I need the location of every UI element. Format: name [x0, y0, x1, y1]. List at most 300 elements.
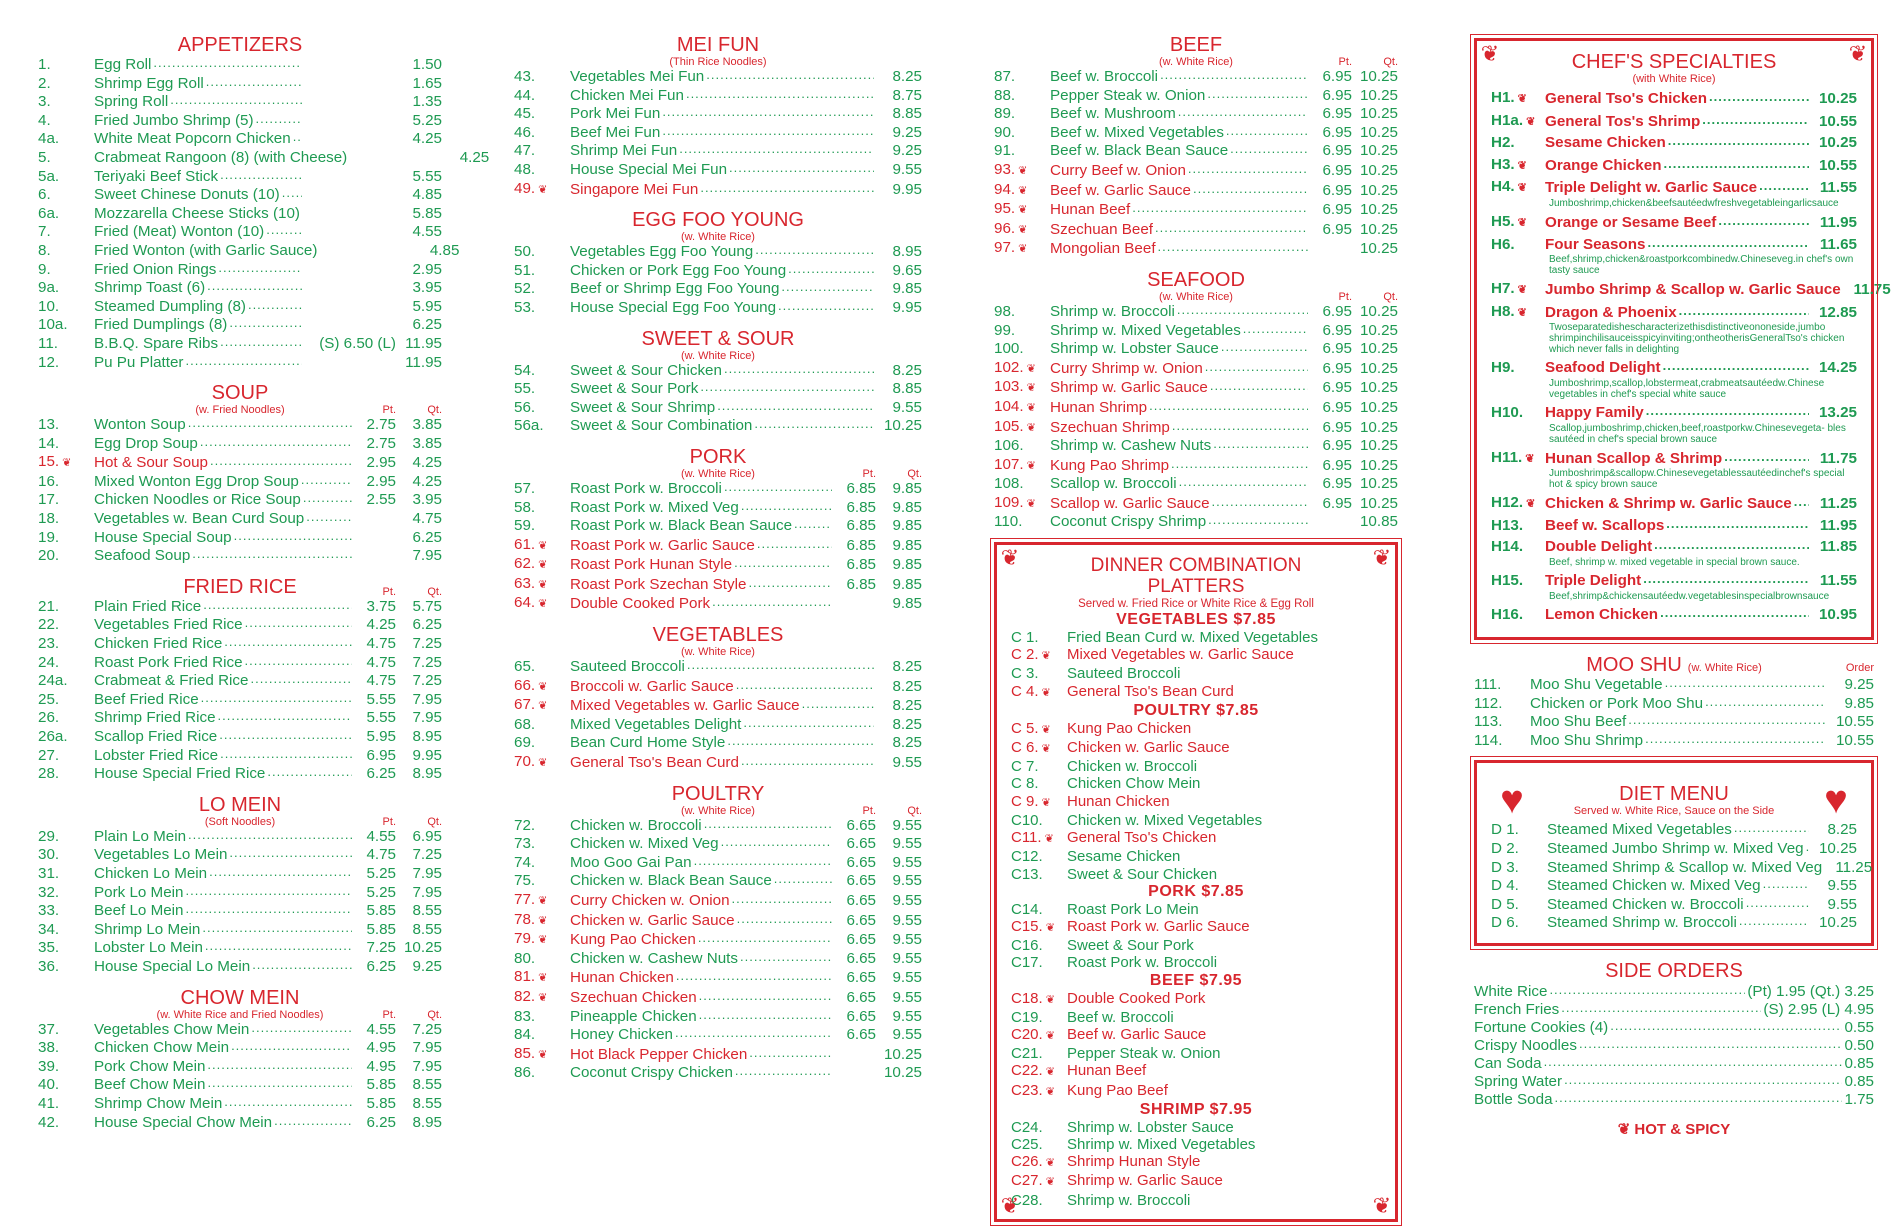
- dot-leader: [1610, 1018, 1842, 1036]
- menu-item: [994, 494, 1398, 514]
- section-subtitle: (w. White Rice): [681, 467, 755, 480]
- menu-item: [514, 594, 922, 614]
- price: 7.25: [412, 1020, 442, 1038]
- item-number: 64. ❦: [514, 594, 570, 614]
- item-name: Honey Chicken: [570, 1026, 673, 1044]
- item-description: Beef, shrimp w. mixed vegetable in special brown sauce.: [1549, 556, 1800, 568]
- item-name: Broccoli w. Garlic Sauce: [570, 677, 734, 695]
- combo-item: [1011, 1136, 1381, 1153]
- price: 4.25: [412, 130, 442, 148]
- section-side-orders: [1474, 960, 1874, 1108]
- section-subtitle: (w. White Rice): [1159, 290, 1233, 303]
- item-name: Mixed Vegetables Delight: [570, 715, 742, 733]
- item-number: H10.: [1491, 403, 1524, 421]
- menu-item: [514, 262, 922, 281]
- column-header-order: Order: [1845, 662, 1874, 675]
- price: 9.55: [892, 911, 922, 929]
- item-number: 110.: [994, 513, 1023, 531]
- item-number: H1a. ❦: [1491, 112, 1545, 132]
- item-number: 48.: [514, 160, 536, 178]
- dot-leader: [662, 106, 874, 124]
- menu-item: [38, 547, 442, 566]
- side-order-item: [1474, 1000, 1874, 1018]
- price: (Pt) 1.95 (Qt.) 3.25: [1747, 982, 1874, 1000]
- item-name: Shrimp w. Lobster Sauce: [1067, 1118, 1234, 1136]
- item-name: Vegetables Chow Mein: [94, 1020, 250, 1038]
- combo-item: [1011, 1062, 1381, 1081]
- dot-leader: [1660, 606, 1809, 624]
- price: 9.25: [412, 957, 442, 975]
- price: 10.25: [1359, 456, 1398, 474]
- ornament-icon: ❦: [1000, 1192, 1020, 1218]
- item-name: Pu Pu Platter: [94, 353, 184, 371]
- item-name: Triple Delight w. Garlic Sauce: [1545, 179, 1758, 197]
- item-name: Scallop w. Garlic Sauce: [1050, 494, 1210, 512]
- dot-leader: [694, 854, 832, 872]
- combo-item: [1011, 1172, 1381, 1191]
- dot-leader: [1718, 215, 1809, 233]
- price: 10.25: [1818, 134, 1857, 152]
- dot-leader: [1806, 841, 1809, 859]
- price-pint: 6.95: [1322, 161, 1352, 179]
- dot-leader: [699, 1008, 832, 1026]
- item-name: Bean Curd Home Style: [570, 734, 726, 752]
- dot-leader: [743, 716, 874, 734]
- item-number: C 5. ❦: [1011, 720, 1067, 739]
- menu-item: [514, 499, 922, 518]
- item-number: 70. ❦: [514, 753, 570, 773]
- dot-leader: [250, 673, 352, 691]
- item-name: Shrimp Toast (6): [94, 279, 206, 297]
- side-order-item: [1474, 1072, 1874, 1090]
- item-number: D 2.: [1491, 840, 1519, 858]
- item-name: Scallop w. Broccoli: [1050, 475, 1177, 493]
- item-name: Hunan Chicken: [1067, 792, 1170, 810]
- dot-leader: [700, 181, 874, 199]
- dot-leader: [700, 381, 874, 399]
- item-number: 26a.: [38, 728, 68, 745]
- menu-item: [994, 200, 1398, 220]
- item-name: Shrimp Mei Fun: [570, 142, 678, 160]
- price-pint: 5.55: [366, 690, 396, 708]
- item-number: 80.: [514, 949, 536, 967]
- item-name: Steamed Chicken w. Broccoli: [1547, 895, 1744, 913]
- item-name: Sweet & Sour Shrimp: [570, 398, 716, 416]
- price: 8.25: [1827, 821, 1857, 839]
- item-number: 99.: [994, 321, 1016, 339]
- menu-item: [38, 148, 490, 168]
- menu-item: [1491, 858, 1873, 878]
- side-items: [1474, 982, 1874, 1108]
- menu-item: [38, 416, 442, 435]
- item-number: H2.: [1491, 134, 1515, 152]
- item-number: 111.: [1474, 676, 1502, 694]
- combo-item: [1011, 990, 1381, 1009]
- menu-item: [38, 453, 442, 473]
- price: 10.25: [1359, 379, 1398, 397]
- item-name: Egg Roll: [94, 56, 152, 73]
- item-name: Steamed Mixed Vegetables: [1547, 821, 1732, 839]
- combo-group-title: BEEF $7.95: [1149, 971, 1243, 989]
- price: 9.55: [892, 853, 922, 871]
- dot-leader: [1544, 1054, 1843, 1072]
- price: 8.55: [412, 920, 442, 938]
- item-name: Roast Pork Fried Rice: [94, 653, 243, 671]
- section-title: POULTRY: [671, 782, 765, 805]
- combo-item: [1011, 829, 1381, 848]
- item-name: Beef w. Garlic Sauce: [1050, 181, 1191, 199]
- price: 7.95: [412, 864, 442, 882]
- dot-leader: [303, 492, 352, 510]
- price-pint: 6.85: [846, 498, 876, 516]
- menu-item: [514, 677, 922, 697]
- menu-item: [1491, 896, 1857, 915]
- menu-item: [514, 891, 922, 911]
- dot-leader: [774, 873, 832, 891]
- item-number: 10a.: [38, 316, 68, 334]
- item-name: Double Cooked Pork: [570, 595, 711, 613]
- price-pint: 6.65: [846, 835, 876, 853]
- item-number: 23.: [38, 635, 60, 653]
- price: 10.25: [883, 417, 922, 435]
- item-number: 39.: [38, 1057, 60, 1075]
- menu-item: [38, 241, 460, 261]
- item-number: 65.: [514, 658, 536, 676]
- price: 10.25: [1359, 181, 1398, 199]
- dot-leader: [1739, 915, 1809, 933]
- item-name: General Tso's Chicken: [1545, 90, 1708, 107]
- column-3: [994, 34, 1398, 1228]
- dot-leader: [188, 828, 352, 846]
- item-name: Fried Bean Curd w. Mixed Vegetables: [1067, 629, 1318, 647]
- item-number: 42.: [38, 1113, 60, 1131]
- item-name: Beef w. Broccoli: [1050, 68, 1159, 85]
- item-name: Kung Pao Chicken: [570, 931, 696, 949]
- item-name: Steamed Shrimp w. Broccoli: [1547, 914, 1737, 932]
- price: 8.25: [892, 677, 922, 695]
- column-4: [1474, 34, 1891, 1139]
- section-subtitle: (w. White Rice): [1159, 56, 1233, 68]
- dot-leader: [749, 1046, 832, 1064]
- item-name: Chicken w. Black Bean Sauce: [570, 872, 772, 890]
- item-number: 4a.: [38, 130, 60, 148]
- price-pint: 6.95: [1322, 340, 1352, 358]
- moo-shu-items: [1474, 676, 1874, 750]
- item-number: 54.: [514, 361, 536, 379]
- dot-leader: [266, 224, 302, 242]
- price: 7.25: [412, 653, 442, 671]
- menu-item: [514, 105, 922, 124]
- price: 3.85: [412, 416, 442, 434]
- price: 9.95: [892, 180, 922, 198]
- price: 8.25: [892, 361, 922, 379]
- section-lo-mein: LO MEIN (Soft Noodles) Pt. Qt. 29. Plain Lo Mein ..... 4.55 6.95 30. Vegetables Lo Mein ..... 4.75 7.25 31. Chicken Lo Mein ..... 5.25 7.95 32. Pork Lo Mein ..... 5.25 7.95 33. Beef Lo Mein ..... 5.85 8.55 34. Shrimp Lo Mein ..... 5.85 8.55 35. Lobster Lo Mein ..... 7.25 10.25 36. House Special Lo Mein ..... 6.25 9.25: [38, 794, 442, 977]
- price-pint: 6.25: [366, 957, 396, 975]
- item-name: Vegetables Mei Fun: [570, 68, 705, 85]
- menu-item: [38, 56, 442, 75]
- item-name: Dragon & Phoenix: [1545, 303, 1677, 321]
- item-description: Jumboshrimp,scallop,lobstermeat,crabmeatsautéedw.Chinese vegetables in chef's special white sauce: [1549, 377, 1825, 400]
- dot-leader: [802, 698, 874, 716]
- chef-special-item: [1491, 89, 1857, 109]
- heart-icon: ♥: [1500, 778, 1524, 823]
- item-name: Sauteed Broccoli: [1067, 665, 1181, 683]
- item-description: Jumboshrimp&scallopw.Chinesevegetablessautéedinchef's special hot & spicy brown sauce: [1549, 468, 1845, 491]
- combo-item: [1011, 1045, 1381, 1062]
- item-name: Fried Onion Rings: [94, 260, 217, 278]
- item-number: 31.: [38, 864, 60, 882]
- item-number: 59.: [514, 517, 536, 535]
- item-number: 98.: [994, 302, 1016, 320]
- item-name: Roast Pork Lo Mein: [1067, 900, 1199, 918]
- ornament-icon: ❦: [1000, 545, 1020, 571]
- menu-item: [38, 510, 442, 529]
- menu-item: [1474, 695, 1874, 714]
- item-name: Mixed Vegetables w. Garlic Sauce: [1067, 646, 1294, 664]
- item-number: H11. ❦: [1491, 449, 1545, 469]
- item-number: C22. ❦: [1011, 1062, 1067, 1081]
- item-name: Curry Shrimp w. Onion: [1050, 359, 1203, 377]
- price: 8.25: [892, 68, 922, 85]
- chef-special-item: [1491, 303, 1857, 356]
- menu-item: [514, 1045, 922, 1065]
- dot-leader: [1149, 400, 1308, 418]
- item-name: Seafood Delight: [1545, 359, 1661, 377]
- item-name: Beef w. Black Bean Sauce: [1050, 142, 1229, 160]
- item-number: 41.: [38, 1094, 60, 1112]
- section-sweet-sour: [514, 328, 922, 436]
- item-number: 79. ❦: [514, 930, 570, 950]
- price-pint: 4.75: [366, 635, 396, 653]
- price: 8.75: [892, 86, 922, 104]
- section-poultry: POULTRY (w. White Rice) Pt. Qt. 72. Chicken w. Broccoli ..... 6.65 9.55 73. Chicken w. Mixed Veg ..... 6.65 9.55 74. Moo Goo Gai Pan ..... 6.65 9.55 75. Chicken w. Black Bean Sauce ..... 6.65 9.55 77. ❦ Curry Chicken w. Onion ..... 6.65 9.55 78. ❦ Chicken w. Garlic Sauce ..... 6.65 9.55 79. ❦ Kung Pao Chicken ..... 6.65 9.55 80. Chicken w. Cashew Nuts ..... 6.65 9.55 81. ❦ Hunan Chicken ..... 6.65 9.55 82. ❦ Szechuan Chicken ..... 6.65 9.55 83. Pineapple Chicken ..... 6.65 9.55 84. Honey Chicken ..... 6.65 9.55 85. ❦ Hot Black Pepper Chicken ..... 10.25 86. Coconut Crispy Chicken ..... 10.25: [514, 783, 922, 1083]
- price-pint: 6.65: [846, 816, 876, 834]
- item-number: 46.: [514, 123, 536, 141]
- dot-leader: [675, 1027, 832, 1045]
- ornament-icon: ❦: [1848, 41, 1868, 66]
- item-name: House Special Soup: [94, 528, 232, 546]
- dot-leader: [201, 691, 352, 709]
- menu-item: [1491, 821, 1857, 840]
- dot-leader: [698, 932, 832, 950]
- price: 10.95: [1818, 605, 1857, 623]
- item-number: 86.: [514, 1064, 536, 1082]
- menu-item: [514, 280, 922, 299]
- item-name: Coconut Crispy Chicken: [570, 1064, 733, 1082]
- item-number: C28.: [1011, 1191, 1043, 1209]
- item-number: C24.: [1011, 1118, 1043, 1136]
- menu-item: [994, 398, 1398, 418]
- section-title: BEEF: [1169, 34, 1223, 56]
- item-number: C11. ❦: [1011, 829, 1067, 848]
- dot-leader: [274, 1114, 352, 1132]
- item-number: 95. ❦: [994, 200, 1050, 220]
- price: 12.85: [1818, 303, 1857, 321]
- menu-item: [38, 654, 442, 673]
- side-order-item: [1474, 1036, 1874, 1054]
- item-name: Beef Fried Rice: [94, 690, 199, 708]
- price: 4.25: [412, 472, 442, 490]
- price: 4.25: [412, 454, 442, 472]
- item-name: Roast Pork w. Black Bean Sauce: [570, 517, 793, 535]
- item-number: C 4. ❦: [1011, 683, 1067, 702]
- price: 9.55: [892, 160, 922, 178]
- menu-item: [38, 828, 442, 847]
- item-name: Chicken & Shrimp w. Garlic Sauce: [1545, 495, 1792, 513]
- menu-item: [514, 555, 922, 575]
- price: 10.25: [1818, 914, 1857, 932]
- menu-item: [38, 939, 442, 958]
- menu-item: [38, 186, 442, 205]
- item-name: Moo Shu Vegetable: [1530, 676, 1663, 694]
- menu-item: [38, 1058, 442, 1077]
- price-pint: 5.25: [366, 883, 396, 901]
- section-title: SOUP: [211, 382, 269, 405]
- price: 9.55: [892, 949, 922, 967]
- price: 9.55: [892, 931, 922, 949]
- item-name: Double Delight: [1545, 538, 1653, 556]
- dot-leader: [218, 710, 352, 728]
- price: 5.25: [412, 111, 442, 129]
- item-number: D 1.: [1491, 821, 1519, 839]
- price: 6.95: [412, 827, 442, 845]
- chef-item-row: [1491, 134, 1857, 153]
- item-number: 6a.: [38, 204, 60, 222]
- dot-leader: [1734, 822, 1809, 840]
- menu-item: [38, 168, 442, 187]
- price: 4.75: [412, 510, 442, 528]
- item-number: C13.: [1011, 865, 1043, 883]
- dot-leader: [717, 399, 874, 417]
- menu-item: [514, 142, 922, 161]
- dot-leader: [1654, 539, 1809, 557]
- item-number: H3. ❦: [1491, 156, 1545, 176]
- price: 5.55: [412, 167, 442, 185]
- item-name: Shrimp w. Lobster Sauce: [1050, 340, 1219, 358]
- dot-leader: [699, 990, 832, 1008]
- item-name: Lobster Lo Mein: [94, 939, 203, 957]
- item-name: Orange Chicken: [1545, 156, 1662, 174]
- price-pint: 6.65: [846, 853, 876, 871]
- item-number: 32.: [38, 883, 60, 901]
- dot-leader: [1155, 221, 1308, 239]
- dot-leader: [794, 518, 832, 536]
- item-name: Beef Lo Mein: [94, 902, 184, 920]
- dot-leader: [1663, 157, 1809, 175]
- legend-label: HOT & SPICY: [1634, 1121, 1731, 1139]
- item-name: Chicken w. Broccoli: [570, 816, 702, 834]
- menu-item: [994, 68, 1398, 87]
- item-name: House Special Fried Rice: [94, 765, 266, 783]
- chef-special-item: [1491, 213, 1857, 233]
- item-number: D 4.: [1491, 877, 1519, 895]
- dot-leader: [229, 847, 352, 865]
- item-name: Beef Chow Mein: [94, 1076, 206, 1094]
- item-name: Shrimp w. Cashew Nuts: [1050, 437, 1212, 455]
- combo-group-title: VEGETABLES $7.85: [1116, 611, 1276, 629]
- dot-leader: [229, 317, 302, 335]
- menu-item: [38, 958, 442, 977]
- dot-leader: [736, 678, 874, 696]
- item-name: House Special Egg Foo Young: [570, 298, 777, 316]
- item-number: H15.: [1491, 571, 1524, 589]
- price: 10.25: [1359, 220, 1398, 238]
- section-vegetables: [514, 624, 922, 773]
- item-number: C 1.: [1011, 629, 1039, 647]
- dot-leader: [1243, 322, 1308, 340]
- price: 9.55: [892, 835, 922, 853]
- item-name: Chicken w. Garlic Sauce: [1067, 739, 1230, 757]
- item-number: 93. ❦: [994, 161, 1050, 181]
- item-number: 68.: [514, 715, 536, 733]
- combo-item: [1011, 646, 1381, 665]
- item-name: Fried (Meat) Wonton (10): [94, 223, 265, 241]
- item-name: Teriyaki Beef Stick: [94, 167, 219, 185]
- price: 9.25: [892, 123, 922, 141]
- dot-leader: [1763, 878, 1809, 896]
- price: 10.25: [1359, 105, 1398, 123]
- dot-leader: [1210, 380, 1308, 398]
- item-name: House Special Lo Mein: [94, 957, 251, 975]
- price-pint: 6.95: [1322, 321, 1352, 339]
- item-number: 47.: [514, 142, 536, 160]
- combo-item: [1011, 793, 1381, 812]
- menu-item: [38, 672, 442, 691]
- item-number: 26.: [38, 709, 60, 727]
- dot-leader: [781, 281, 874, 299]
- dot-leader: [706, 69, 874, 87]
- item-number: 7.: [38, 223, 51, 241]
- dot-leader: [1158, 241, 1308, 259]
- item-number: 94. ❦: [994, 181, 1050, 201]
- price-pint: 6.95: [1322, 181, 1352, 199]
- combo-item: [1011, 665, 1381, 682]
- item-number: 10.: [38, 297, 60, 315]
- price: 8.25: [892, 734, 922, 752]
- price: 10.25: [1359, 201, 1398, 219]
- column-1: [38, 34, 490, 1142]
- item-number: 28.: [38, 765, 60, 783]
- price: 7.95: [412, 547, 442, 565]
- section-title: CHOW MEIN: [180, 986, 300, 1009]
- combo-item: [1011, 937, 1381, 954]
- menu-item: [514, 517, 922, 536]
- item-number: 67. ❦: [514, 696, 570, 716]
- ornament-icon: ❦: [1372, 1192, 1392, 1218]
- menu-item: [514, 854, 922, 873]
- item-number: 75.: [514, 872, 536, 890]
- price-pint: 6.85: [846, 575, 876, 593]
- price-pint: 6.95: [1322, 220, 1352, 238]
- item-name: Sweet & Sour Combination: [570, 417, 753, 435]
- side-order-item: [1474, 982, 1874, 1000]
- chef-special-item: [1491, 178, 1857, 209]
- menu-item: [514, 362, 922, 381]
- item-name: Shrimp w. Mixed Vegetables: [1067, 1135, 1256, 1153]
- item-number: 16.: [38, 472, 60, 490]
- menu-item: [994, 359, 1398, 379]
- price: 10.25: [1359, 398, 1398, 416]
- dot-leader: [1645, 732, 1826, 750]
- item-number: 55.: [514, 380, 536, 398]
- item-number: 5a.: [38, 167, 60, 185]
- dot-leader: [256, 112, 302, 130]
- price: 9.85: [892, 595, 922, 613]
- section-subtitle: (w. White Rice and Fried Noodles): [156, 1008, 324, 1021]
- price: 11.55: [1819, 571, 1857, 589]
- item-number: 51.: [514, 261, 536, 279]
- chef-specialties-box: [1474, 38, 1891, 640]
